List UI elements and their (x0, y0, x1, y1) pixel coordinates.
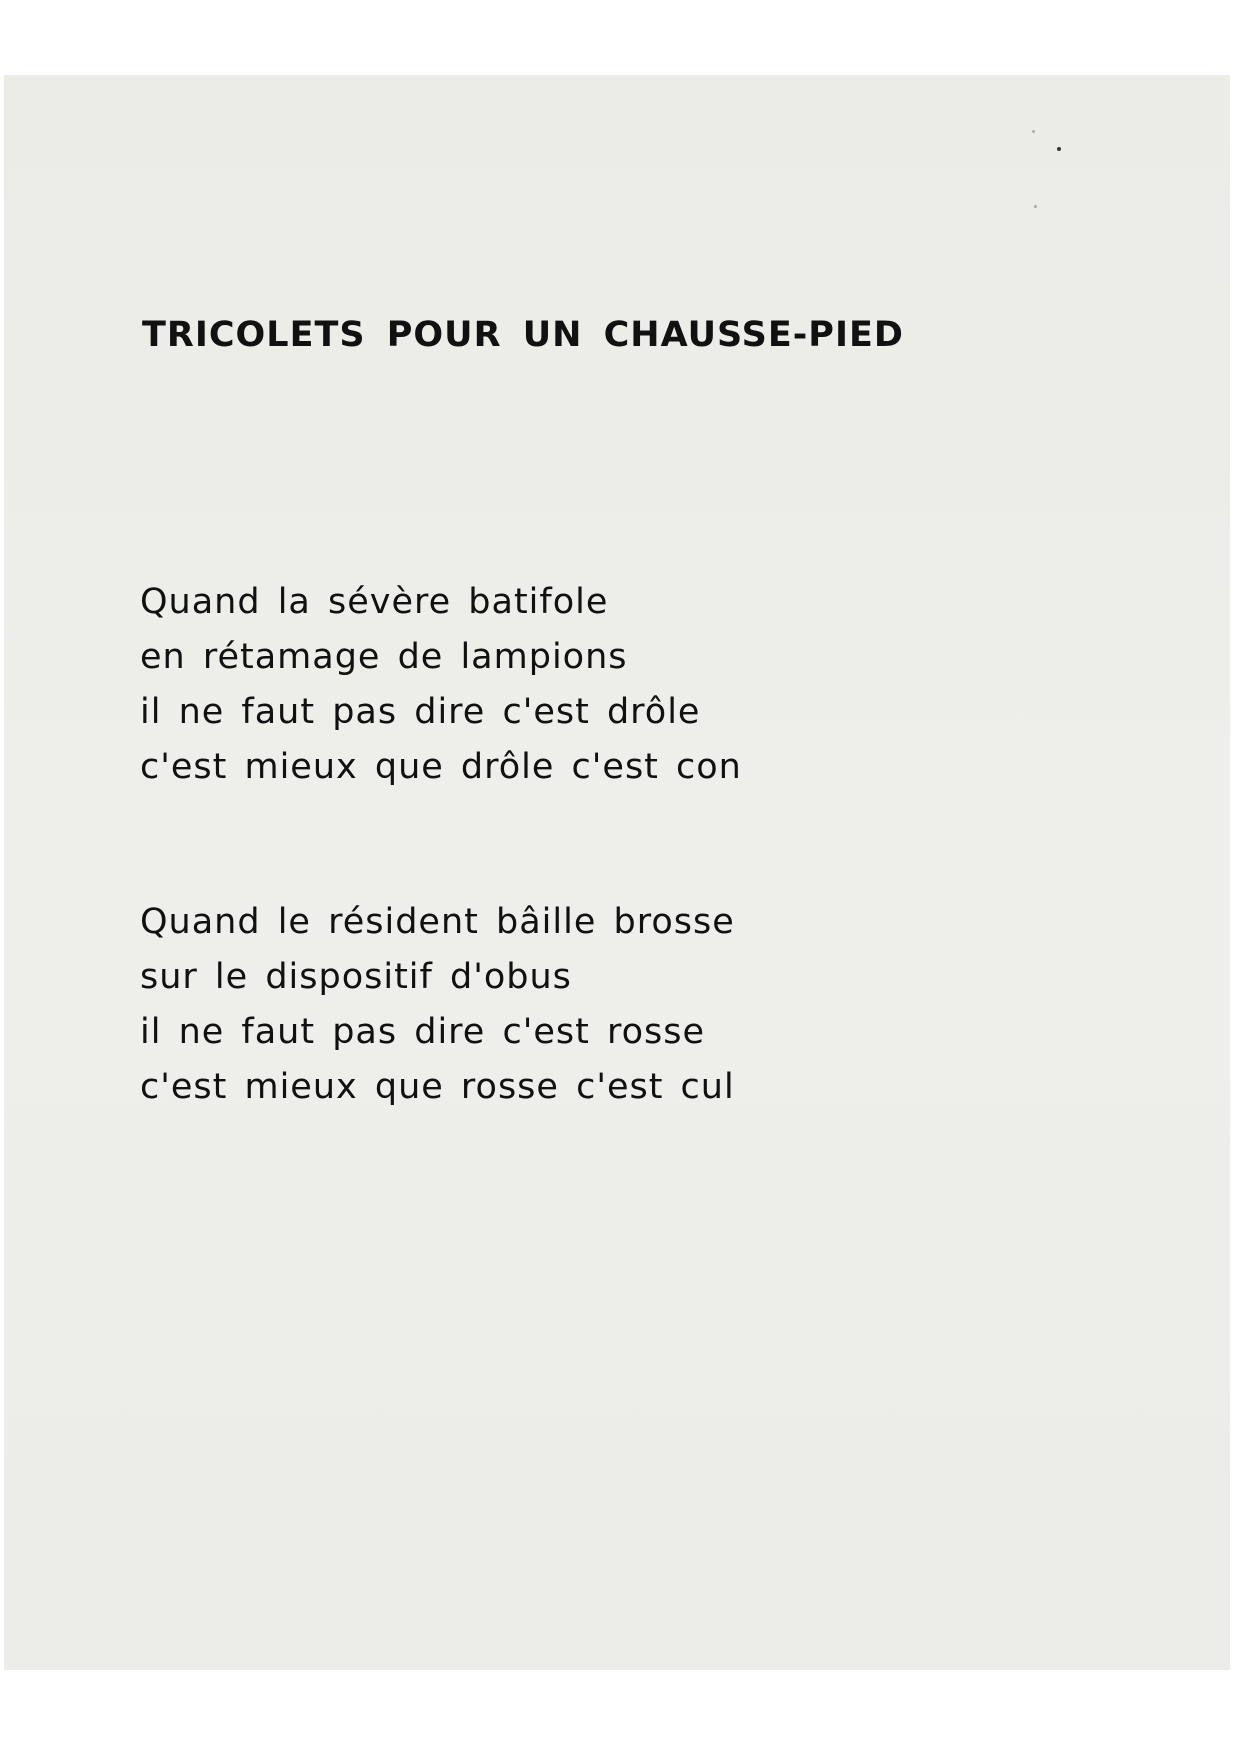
ink-speck (1034, 205, 1037, 208)
poem-title: TRICOLETS POUR UN CHAUSSE-PIED (142, 315, 904, 355)
ink-speck (1057, 147, 1061, 151)
stanza-2 (140, 895, 735, 1115)
ink-speck (1032, 130, 1035, 133)
verse-line: c'est mieux que rosse c'est cul (140, 1067, 735, 1107)
verse-line: c'est mieux que drôle c'est con (140, 747, 742, 787)
verse-line: Quand la sévère batifole (140, 582, 609, 622)
verse-line: en rétamage de lampions (140, 637, 628, 677)
verse-line: il ne faut pas dire c'est drôle (140, 692, 701, 732)
verse-line: sur le dispositif d'obus (140, 957, 572, 997)
verse-line: Quand le résident bâille brosse (140, 902, 735, 942)
verse-line: il ne faut pas dire c'est rosse (140, 1012, 705, 1052)
page-sheet (4, 75, 1230, 1670)
stanza-1 (140, 575, 742, 795)
